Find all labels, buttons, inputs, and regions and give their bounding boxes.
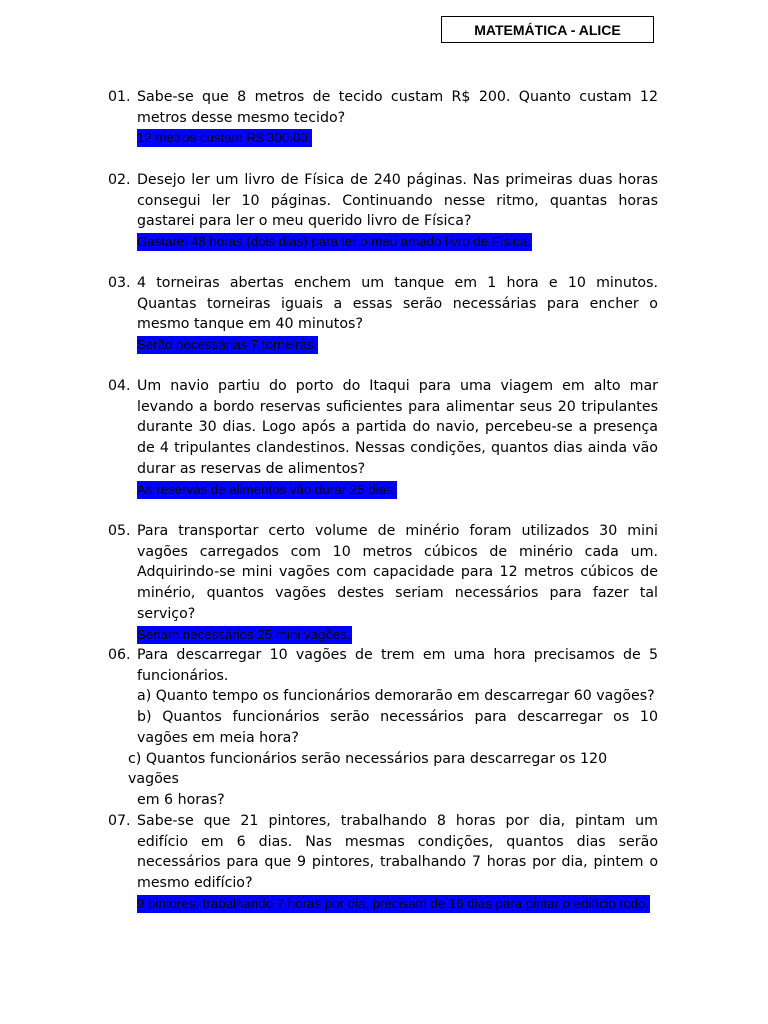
question-number: 02.: [108, 172, 131, 188]
question-number: 05.: [108, 523, 131, 539]
question-text: Um navio partiu do porto do Itaqui para uma viagem em alto mar levando a bordo reservas suficientes para alimentar seus 20 tripulantes durante 30 dias. Logo após a partida do navio, percebeu-se a presença de 4 tripulantes clandestinos. Nessas condições, quantos dias ainda vão durar as reservas de alimentos?: [137, 378, 658, 477]
question-number: 06.: [108, 647, 131, 663]
sub-question-a: a) Quanto tempo os funcionários demorarão em descarregar 60 vagões?: [137, 688, 655, 705]
answer-highlight: As reservas de alimentos vão durar 25 dias.: [137, 481, 397, 497]
question-text: Para descarregar 10 vagões de trem em uma hora precisamos de 5 funcionários.: [137, 647, 658, 684]
sub-question-c-line1: c) Quantos funcionários serão necessários para descarregar os 120 vagões: [128, 750, 608, 788]
question-text: Sabe-se que 21 pintores, trabalhando 8 horas por dia, pintam um edifício em 6 dias. Nas mesmas condições, quantos dias serão necessários para que 9 pintores, trabalhando 7 horas por dia, pintem o mesmo edifício?: [137, 813, 658, 892]
question-05: [108, 521, 658, 645]
answer-highlight: Serão necessárias 7 torneiras.: [137, 337, 318, 353]
question-text: Desejo ler um livro de Física de 240 páginas. Nas primeiras duas horas consegui ler 10 páginas. Continuando nesse ritmo, quantas horas gastarei para ler o meu querido livro de Física?: [137, 172, 658, 230]
question-text: Para transportar certo volume de minério foram utilizados 30 mini vagões carregados com 10 metros cúbicos de minério cada um. Adquirindo-se mini vagões com capacidade para 12 metros cúbicos de minério, quantos vagões destes seriam necessários para fazer tal serviço?: [137, 523, 658, 622]
question-number: 07.: [108, 813, 131, 829]
question-text: 4 torneiras abertas enchem um tanque em 1 hora e 10 minutos. Quantas torneiras iguais a essas serão necessárias para encher o mesmo tanque em 40 minutos?: [137, 275, 658, 333]
sub-question-b: b) Quantos funcionários serão necessários para descarregar os 10 vagões em meia hora?: [137, 709, 658, 746]
question-number: 03.: [108, 275, 131, 291]
question-04: [108, 376, 658, 500]
answer-highlight: Gastarei 48 horas (dois dias) para ler o meu amado livro de Física.: [137, 234, 531, 250]
question-number: 01.: [108, 89, 131, 105]
sub-question-c-line2: em 6 horas?: [137, 791, 225, 808]
question-02: [108, 170, 658, 253]
sub-question-c: [128, 749, 658, 811]
question-text: Sabe-se que 8 metros de tecido custam R$ 200. Quanto custam 12 metros desse mesmo tecido?: [137, 89, 658, 126]
answer-highlight: Seriam necessários 25 mini vagões.: [137, 626, 351, 642]
answer-highlight: 12 metros custam R$ 300,00.: [137, 130, 312, 146]
question-01: [108, 87, 658, 149]
question-03: [108, 273, 658, 356]
answer-highlight: 9 pintores, trabalhando 7 horas por dia, precisam de 16 dias para pintar o edifício todo.: [137, 895, 650, 911]
page-title: MATEMÁTICA - ALICE: [441, 16, 654, 43]
question-number: 04.: [108, 378, 131, 394]
question-07: [108, 811, 658, 915]
question-06: [108, 645, 658, 811]
